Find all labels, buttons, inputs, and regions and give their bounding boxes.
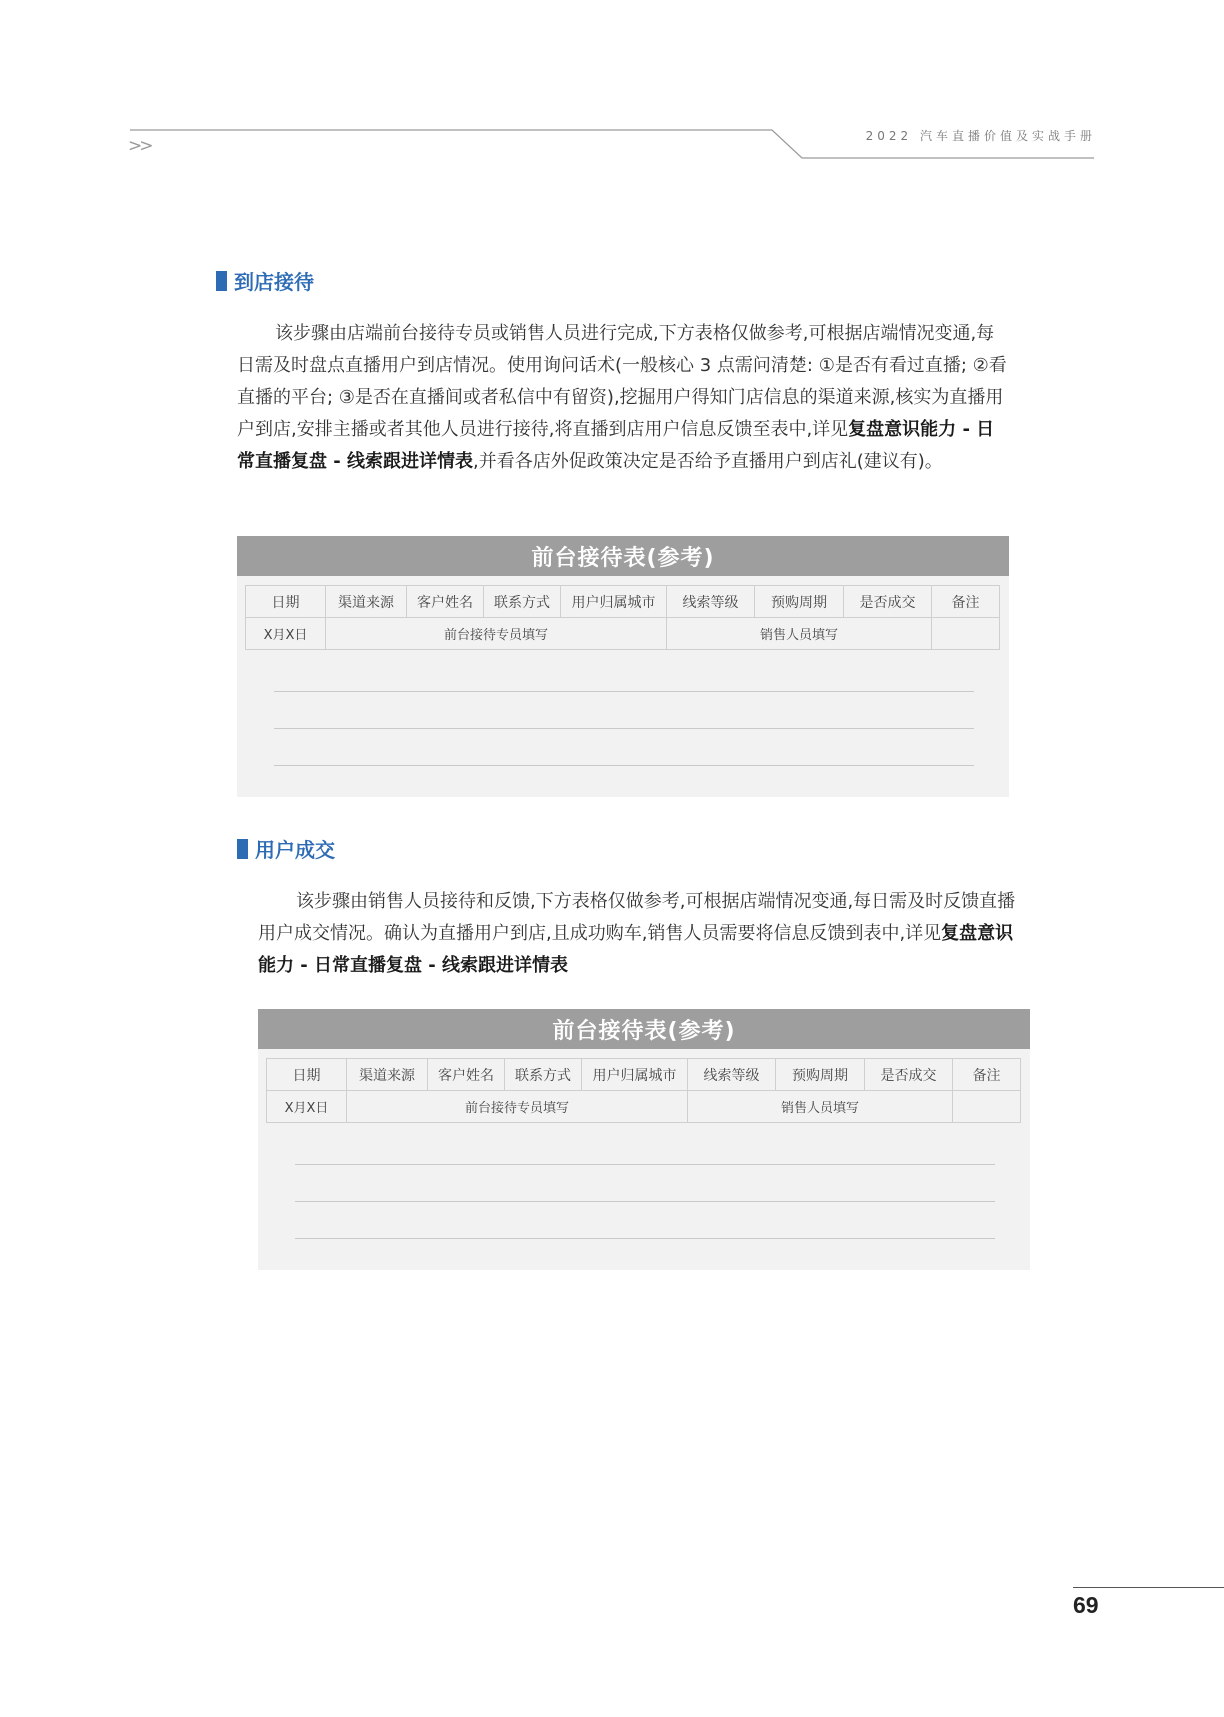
section-title-store-reception <box>216 266 314 295</box>
sales-fill-cell: 销售人员填写 <box>667 618 932 650</box>
remark-cell <box>953 1091 1021 1123</box>
col-header: 联系方式 <box>505 1059 582 1091</box>
section2-text-a: 该步骤由销售人员接待和反馈,下方表格仅做参考,可根据店端情况变通,每日需及时反馈直播用户成交情况。确认为直播用户到店,且成功购车,销售人员需要将信息反馈到表中,详见 <box>258 891 1016 944</box>
header-title: 2022 汽车直播价值及实战手册 <box>865 129 1096 143</box>
sales-fill-cell: 销售人员填写 <box>688 1091 953 1123</box>
section1-link-ref: 复盘意识能力 - 日常直播复盘 - 线索跟进详情表 <box>237 419 995 472</box>
section-title-text: 用户成交 <box>255 838 335 862</box>
date-cell: X月X日 <box>267 1091 347 1123</box>
writing-line <box>274 691 974 692</box>
col-header: 线索等级 <box>667 586 755 618</box>
section2-paragraph <box>258 886 1030 982</box>
col-header: 备注 <box>932 586 1000 618</box>
section-title-text: 到店接待 <box>234 270 314 294</box>
col-header: 线索等级 <box>688 1059 776 1091</box>
col-header: 预购周期 <box>755 586 844 618</box>
reception-table-banner: 前台接待表(参考) <box>237 536 1009 576</box>
section2-link-ref: 复盘意识能力 - 日常直播复盘 - 线索跟进详情表 <box>258 923 1014 976</box>
page-number: 69 <box>1073 1592 1099 1618</box>
section1-text-b: ,并看各店外促政策决定是否给予直播用户到店礼(建议有)。 <box>473 451 943 472</box>
table-row <box>246 618 1000 650</box>
col-header: 客户姓名 <box>428 1059 505 1091</box>
reception-table <box>245 585 1000 650</box>
writing-line <box>295 1238 995 1239</box>
table-header-row <box>246 586 1000 618</box>
footer-rule <box>1073 1587 1224 1588</box>
col-header: 用户归属城市 <box>582 1059 688 1091</box>
section-marker <box>237 839 248 859</box>
deal-table-banner: 前台接待表(参考) <box>258 1009 1030 1049</box>
section-title-user-deal <box>237 834 335 863</box>
writing-line <box>274 728 974 729</box>
col-header: 日期 <box>246 586 326 618</box>
col-header: 预购周期 <box>776 1059 865 1091</box>
date-cell: X月X日 <box>246 618 326 650</box>
writing-line <box>295 1201 995 1202</box>
col-header: 日期 <box>267 1059 347 1091</box>
col-header: 备注 <box>953 1059 1021 1091</box>
reception-table-panel <box>237 536 1009 797</box>
col-header: 是否成交 <box>844 586 932 618</box>
table-row <box>267 1091 1021 1123</box>
col-header: 联系方式 <box>484 586 561 618</box>
writing-line <box>274 765 974 766</box>
reception-fill-cell: 前台接待专员填写 <box>347 1091 688 1123</box>
remark-cell <box>932 618 1000 650</box>
col-header: 客户姓名 <box>407 586 484 618</box>
col-header: 是否成交 <box>865 1059 953 1091</box>
col-header: 用户归属城市 <box>561 586 667 618</box>
section-marker <box>216 271 227 291</box>
header-arrows: >> <box>128 136 151 156</box>
deal-table-panel <box>258 1009 1030 1270</box>
deal-table <box>266 1058 1021 1123</box>
col-header: 渠道来源 <box>347 1059 428 1091</box>
header-rule <box>0 0 1224 170</box>
col-header: 渠道来源 <box>326 586 407 618</box>
section1-text-a: 该步骤由店端前台接待专员或销售人员进行完成,下方表格仅做参考,可根据店端情况变通,每日需及时盘点直播用户到店情况。使用询问话术(一般核心 3 点需问清楚: ①是否有看过直播; ②看直播的平台; ③是否在直播间或者私信中有留资),挖掘用户得知门店信息的渠道来源,核实为直播用户到店,安排主播或者其他人员进行接待,将直播到店用户信息反馈至表中,详见 <box>237 323 1007 440</box>
writing-line <box>295 1164 995 1165</box>
reception-fill-cell: 前台接待专员填写 <box>326 618 667 650</box>
section1-paragraph <box>237 318 1009 478</box>
table-header-row <box>267 1059 1021 1091</box>
